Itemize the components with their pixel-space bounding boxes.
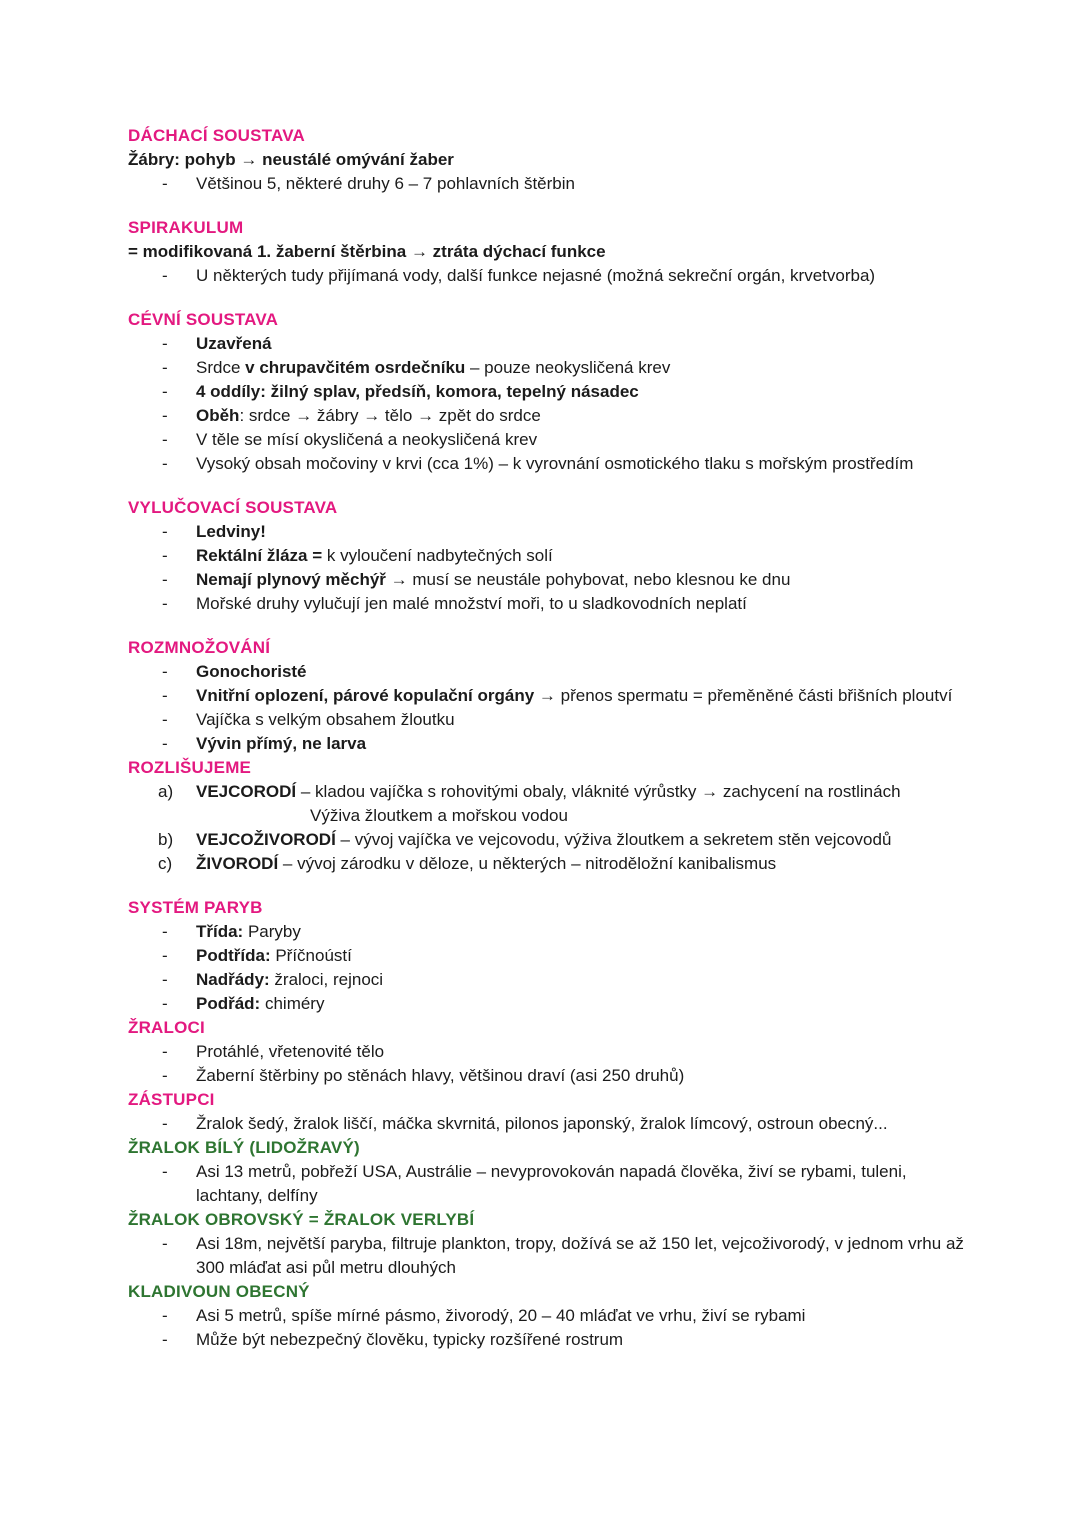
text-run: Uzavřená	[196, 334, 272, 353]
text-run: Žaberní štěrbiny po stěnách hlavy, většinou draví (asi 250 druhů)	[196, 1066, 685, 1085]
text-run: 4 oddíly: žilný splav, předsíň, komora, tepelný násadec	[196, 382, 639, 401]
text-run: Vysoký obsah močoviny v krvi (cca 1%) – k vyrovnání osmotického tlaku s mořským prostředím	[196, 454, 914, 473]
list-line	[128, 568, 968, 592]
text-run: Nemají plynový měchýř	[196, 570, 386, 589]
letter-marker: a)	[158, 782, 174, 801]
bullet-marker: -	[162, 1234, 168, 1253]
text-run: Většinou 5, některé druhy 6 – 7 pohlavních štěrbin	[196, 174, 575, 193]
bullet-marker: -	[162, 1042, 168, 1061]
line-text	[196, 172, 968, 196]
line-text	[196, 708, 968, 732]
line-text	[196, 380, 968, 404]
list-line	[128, 828, 968, 852]
bullet-marker: -	[162, 994, 168, 1013]
text-run: Srdce	[196, 358, 246, 377]
line-text	[196, 804, 968, 828]
line-text	[196, 404, 968, 428]
bullet-marker: -	[162, 334, 168, 353]
section-zastupci	[128, 1088, 968, 1136]
line-text	[196, 520, 968, 544]
bullet-marker: -	[162, 358, 168, 377]
section-zraloci	[128, 1016, 968, 1088]
lead-line	[128, 240, 968, 264]
list-line	[128, 684, 968, 708]
list-line	[128, 380, 968, 404]
bullet-marker: -	[162, 522, 168, 541]
text-run: Rektální žláza =	[196, 546, 323, 565]
bullet-marker: -	[162, 970, 168, 989]
section-heading: DÁCHACÍ SOUSTAVA	[128, 126, 305, 145]
line-text	[196, 828, 968, 852]
text-run: Může být nebezpečný člověku, typicky rozšířené rostrum	[196, 1330, 624, 1349]
text-run: k vyloučení nadbytečných solí	[322, 546, 553, 565]
text-run: V těle se mísí okysličená a neokysličená krev	[196, 430, 538, 449]
text-run: Gonochoristé	[196, 662, 307, 681]
section-rozmnozovani	[128, 636, 968, 756]
section-vylucovaci-soustava	[128, 496, 968, 616]
line-text	[196, 332, 968, 356]
letter-marker: c)	[158, 854, 173, 873]
section-heading: KLADIVOUN OBECNÝ	[128, 1282, 310, 1301]
section-heading: ROZLIŠUJEME	[128, 758, 252, 777]
list-line	[128, 1328, 968, 1352]
line-text	[196, 732, 968, 756]
text-run: Ledviny!	[196, 522, 266, 541]
bullet-marker: -	[162, 686, 168, 705]
line-text	[196, 780, 968, 804]
text-run: Protáhlé, vřetenovité tělo	[196, 1042, 385, 1061]
bullet-marker: -	[162, 406, 168, 425]
line-text	[196, 264, 968, 288]
line-text	[196, 452, 968, 476]
text-run: – pouze neokysličená krev	[465, 358, 671, 377]
list-line	[128, 1064, 968, 1088]
line-text	[196, 1304, 968, 1328]
section-heading: ZÁSTUPCI	[128, 1090, 215, 1109]
list-line	[128, 852, 968, 876]
section-spirakulum	[128, 216, 968, 288]
lead-line	[128, 148, 968, 172]
text-run: Žábry: pohyb → neustálé omývání žaber	[128, 150, 454, 169]
line-text	[196, 992, 968, 1016]
list-line	[128, 1304, 968, 1328]
text-run: Vnitřní oplození, párové kopulační orgány	[196, 686, 535, 705]
text-run: Mořské druhy vylučují jen malé množství moři, to u sladkovodních neplatí	[196, 594, 747, 613]
list-line	[128, 804, 968, 828]
list-line	[128, 404, 968, 428]
list-line	[128, 544, 968, 568]
bullet-marker: -	[162, 946, 168, 965]
section-system-paryb	[128, 896, 968, 1016]
section-heading: ŽRALOK OBROVSKÝ = ŽRALOK VERLYBÍ	[128, 1210, 475, 1229]
text-run: Nadřády:	[196, 970, 270, 989]
list-line	[128, 1232, 968, 1280]
line-text	[196, 852, 968, 876]
bullet-marker: -	[162, 1162, 168, 1181]
section-kladivoun-obecny	[128, 1280, 968, 1352]
line-text	[196, 660, 968, 684]
line-text	[196, 1112, 968, 1136]
section-cevni-soustava	[128, 308, 968, 476]
list-line	[128, 1040, 968, 1064]
list-line	[128, 708, 968, 732]
bullet-marker: -	[162, 1114, 168, 1133]
line-text	[196, 944, 968, 968]
line-text	[196, 968, 968, 992]
line-text	[196, 684, 968, 708]
list-line	[128, 356, 968, 380]
line-text	[196, 356, 968, 380]
section-heading: ŽRALOK BÍLÝ (LIDOŽRAVÝ)	[128, 1138, 360, 1157]
text-run: – vývoj zárodku v děloze, u některých – nitroděložní kanibalismus	[278, 854, 777, 873]
text-run: Asi 5 metrů, spíše mírné pásmo, živorodý, 20 – 40 mláďat ve vrhu, živí se rybami	[196, 1306, 806, 1325]
line-text	[196, 1064, 968, 1088]
section-heading: ROZMNOŽOVÁNÍ	[128, 638, 271, 657]
list-line	[128, 968, 968, 992]
list-line	[128, 332, 968, 356]
text-run: chiméry	[260, 994, 325, 1013]
text-run: Třída:	[196, 922, 244, 941]
section-heading: CÉVNÍ SOUSTAVA	[128, 310, 279, 329]
line-text	[128, 148, 968, 172]
list-line	[128, 592, 968, 616]
text-run: ŽIVORODÍ	[196, 854, 279, 873]
list-line	[128, 1160, 968, 1208]
list-line	[128, 660, 968, 684]
section-heading: SYSTÉM PARYB	[128, 898, 263, 917]
bullet-marker: -	[162, 266, 168, 285]
line-text	[196, 1328, 968, 1352]
bullet-marker: -	[162, 174, 168, 193]
text-run: Výživa žloutkem a mořskou vodou	[310, 806, 568, 825]
text-run: Podtřída:	[196, 946, 271, 965]
text-run: žraloci, rejnoci	[269, 970, 384, 989]
section-zralok-obrovsky	[128, 1208, 968, 1280]
text-run: Asi 18m, největší paryba, filtruje plankton, tropy, dožívá se až 150 let, vejcoživorodý, v jednom vrhu až 300 mláďat asi půl metru dlouhých	[196, 1234, 964, 1277]
bullet-marker: -	[162, 430, 168, 449]
list-line	[128, 780, 968, 804]
text-run: = modifikovaná 1. žaberní štěrbina → ztráta dýchací funkce	[128, 242, 606, 261]
list-line	[128, 944, 968, 968]
section-dychaci-soustava	[128, 124, 968, 196]
bullet-marker: -	[162, 454, 168, 473]
text-run: Vajíčka s velkým obsahem žloutku	[196, 710, 455, 729]
document	[128, 124, 968, 1352]
section-heading: SPIRAKULUM	[128, 218, 244, 237]
text-run: → musí se neustále pohybovat, nebo klesnou ke dnu	[385, 570, 791, 589]
line-text	[196, 544, 968, 568]
list-line	[128, 920, 968, 944]
line-text	[196, 1232, 968, 1280]
bullet-marker: -	[162, 710, 168, 729]
line-text	[196, 592, 968, 616]
line-text	[196, 1040, 968, 1064]
section-heading: VYLUČOVACÍ SOUSTAVA	[128, 498, 338, 517]
text-run: VEJCOŽIVORODÍ	[196, 830, 336, 849]
list-line	[128, 428, 968, 452]
section-heading: ŽRALOCI	[128, 1018, 205, 1037]
text-run: – kladou vajíčka s rohovitými obaly, vláknité výrůstky → zachycení na rostlinách	[296, 782, 901, 801]
bullet-marker: -	[162, 662, 168, 681]
list-line	[128, 992, 968, 1016]
list-line	[128, 1112, 968, 1136]
bullet-marker: -	[162, 1066, 168, 1085]
text-run: Paryby	[243, 922, 301, 941]
bullet-marker: -	[162, 1330, 168, 1349]
line-text	[128, 240, 968, 264]
letter-marker: b)	[158, 830, 174, 849]
line-text	[196, 428, 968, 452]
line-text	[196, 1160, 968, 1208]
list-line	[128, 172, 968, 196]
text-run: Příčnoústí	[270, 946, 352, 965]
section-rozlisujeme	[128, 756, 968, 876]
list-line	[128, 520, 968, 544]
list-line	[128, 264, 968, 288]
text-run: Asi 13 metrů, pobřeží USA, Austrálie – nevyprovokován napadá člověka, živí se rybami, tuleni, lachtany, delfíny	[196, 1162, 907, 1205]
bullet-marker: -	[162, 734, 168, 753]
bullet-marker: -	[162, 382, 168, 401]
text-run: v chrupavčitém osrdečníku	[245, 358, 466, 377]
list-line	[128, 732, 968, 756]
text-run: : srdce → žábry → tělo → zpět do srdce	[239, 406, 541, 425]
line-text	[196, 568, 968, 592]
text-run: Žralok šedý, žralok liščí, máčka skvrnitá, pilonos japonský, žralok límcový, ostroun obecný...	[196, 1114, 888, 1133]
bullet-marker: -	[162, 594, 168, 613]
bullet-marker: -	[162, 546, 168, 565]
list-line	[128, 452, 968, 476]
line-text	[196, 920, 968, 944]
text-run: → přenos spermatu = přeměněné části břišních ploutví	[534, 686, 953, 705]
text-run: – vývoj vajíčka ve vejcovodu, výživa žloutkem a sekretem stěn vejcovodů	[335, 830, 892, 849]
bullet-marker: -	[162, 570, 168, 589]
section-zralok-bily	[128, 1136, 968, 1208]
text-run: Vývin přímý, ne larva	[196, 734, 367, 753]
text-run: VEJCORODÍ	[196, 782, 297, 801]
bullet-marker: -	[162, 1306, 168, 1325]
text-run: U některých tudy přijímaná vody, další funkce nejasné (možná sekreční orgán, krvetvorba)	[196, 266, 876, 285]
text-run: Oběh	[196, 406, 240, 425]
text-run: Podřád:	[196, 994, 261, 1013]
bullet-marker: -	[162, 922, 168, 941]
